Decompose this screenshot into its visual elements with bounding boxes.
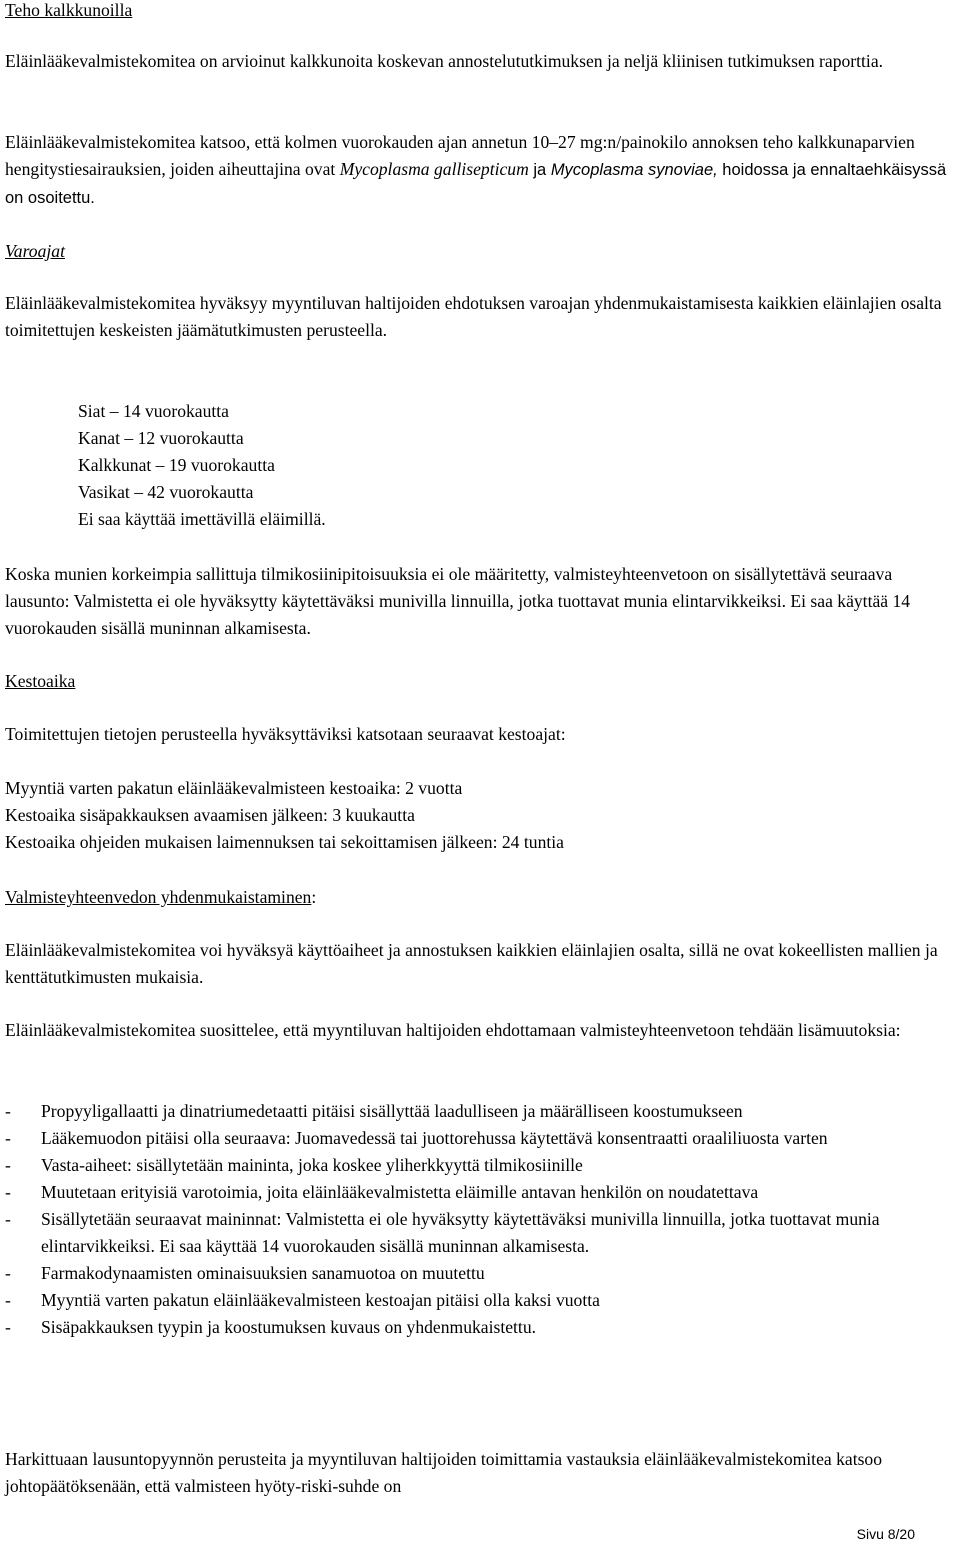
list-dash: - bbox=[5, 1101, 11, 1121]
shelf-life-list bbox=[5, 775, 955, 856]
page-number: Sivu 8/20 bbox=[856, 1526, 915, 1542]
paragraph-shelf-life-intro: Toimitettujen tietojen perusteella hyväksyttäviksi katsotaan seuraavat kestoajat: bbox=[5, 724, 566, 744]
list-dash: - bbox=[5, 1182, 11, 1202]
heading-precautions: Varoajat bbox=[5, 241, 65, 261]
change-item-laying-birds bbox=[5, 1206, 960, 1260]
heading-shelf-life: Kestoaika bbox=[5, 671, 76, 691]
paragraph-efficacy-conclusion bbox=[5, 129, 955, 212]
heading-harmonisation-text: Valmisteyhteenvedon yhdenmukaistaminen bbox=[5, 887, 312, 907]
heading-harmonisation-colon: : bbox=[311, 887, 317, 907]
list-dash: - bbox=[5, 1263, 11, 1283]
paragraph-precautions: Eläinlääkevalmistekomitea hyväksyy myyntiluvan haltijoiden ehdotuksen varoajan yhdenmukaistamisesta kaikkien eläinlajien osalta toimitettujen keskeisten jäämätutkimusten perusteella. bbox=[5, 293, 942, 340]
heading-efficacy-turkeys: Teho kalkkunoilla bbox=[5, 0, 133, 20]
change-item-dosage-form bbox=[5, 1125, 960, 1152]
change-item-contraindications bbox=[5, 1152, 960, 1179]
shelf-life-item-opened: Kestoaika sisäpakkauksen avaamisen jälkeen: 3 kuukautta bbox=[5, 805, 415, 825]
changes-list bbox=[5, 1098, 960, 1341]
withdrawal-item-calves: Vasikat – 42 vuorokautta bbox=[78, 482, 254, 502]
withdrawal-item-lactating: Ei saa käyttää imettävillä eläimillä. bbox=[78, 509, 326, 529]
withdrawal-item-turkeys: Kalkkunat – 19 vuorokautta bbox=[78, 455, 275, 475]
change-item-text: Vasta-aiheet: sisällytetään maininta, joka koskee yliherkkyyttä tilmikosiinille bbox=[41, 1155, 583, 1175]
paragraph-eggs-statement: Koska munien korkeimpia sallittuja tilmikosiinipitoisuuksia ei ole määritetty, valmisteyhteenvetoon on sisällytettävä seuraava lausunto: Valmistetta ei ole hyväksytty käytettäväksi munivilla linnuilla, jotka tuottavat munia elintarvikkeiksi. Ei saa käyttää 14 vuorokauden sisällä muninnan alkamisesta. bbox=[5, 564, 911, 638]
paragraph-conclusion: Harkittuaan lausuntopyynnön perusteita ja myyntiluvan haltijoiden toimittamia vastauksia eläinlääkevalmistekomitea katsoo johtopäätöksenään, että valmisteen hyöty-riski-suhde on bbox=[5, 1449, 883, 1496]
change-item-text: Sisällytetään seuraavat maininnat: Valmistetta ei ole hyväksytty käytettäväksi munivilla linnuilla, jotka tuottavat munia elintarvikkeiksi. Ei saa käyttää 14 vuorokauden sisällä muninnan alkamisesta. bbox=[41, 1209, 880, 1256]
change-item-pharmacodynamics bbox=[5, 1260, 960, 1287]
withdrawal-item-chickens: Kanat – 12 vuorokautta bbox=[78, 428, 244, 448]
change-item-composition bbox=[5, 1098, 960, 1125]
efficacy-text-end: hoidossa ja ennaltaehkäisyssä on osoitettu. bbox=[5, 161, 947, 207]
list-dash: - bbox=[5, 1290, 11, 1310]
change-item-text: Myyntiä varten pakatun eläinlääkevalmisteen kestoajan pitäisi olla kaksi vuotta bbox=[41, 1290, 600, 1310]
change-item-packaging bbox=[5, 1314, 960, 1341]
withdrawal-item-pigs: Siat – 14 vuorokautta bbox=[78, 401, 229, 421]
change-item-shelf-life bbox=[5, 1287, 960, 1314]
heading-harmonisation bbox=[5, 884, 955, 911]
efficacy-text-start: Eläinlääkevalmistekomitea katsoo, että kolmen vuorokauden ajan annetun 10–27 mg:n/painokilo annoksen teho kalkkunaparvien hengitystiesairauksien, joiden aiheuttajina ovat bbox=[5, 132, 915, 179]
change-item-text: Sisäpakkauksen tyypin ja koostumuksen kuvaus on yhdenmukaistettu. bbox=[41, 1317, 537, 1337]
paragraph-harmonisation-indications: Eläinlääkevalmistekomitea voi hyväksyä käyttöaiheet ja annostuksen kaikkien eläinlajien osalta, sillä ne ovat kokeellisten mallien ja kenttätutkimusten mukaisia. bbox=[5, 940, 938, 987]
change-item-text: Lääkemuodon pitäisi olla seuraava: Juomavedessä tai juottorehussa käytettävä konsentraatti oraaliliuosta varten bbox=[41, 1128, 828, 1148]
species-mycoplasma-synoviae: Mycoplasma synoviae, bbox=[550, 161, 718, 179]
change-item-text: Propyyligallaatti ja dinatriumedetaatti pitäisi sisällyttää laadulliseen ja määrälliseen koostumukseen bbox=[41, 1101, 743, 1121]
withdrawal-periods-list bbox=[78, 398, 948, 533]
shelf-life-item-diluted: Kestoaika ohjeiden mukaisen laimennuksen tai sekoittamisen jälkeen: 24 tuntia bbox=[5, 832, 564, 852]
shelf-life-item-packaged: Myyntiä varten pakatun eläinlääkevalmisteen kestoaika: 2 vuotta bbox=[5, 778, 463, 798]
efficacy-conjunction: ja bbox=[528, 161, 551, 179]
list-dash: - bbox=[5, 1128, 11, 1148]
species-mycoplasma-gallisepticum: Mycoplasma gallisepticum bbox=[339, 159, 529, 179]
change-item-text: Farmakodynaamisten ominaisuuksien sanamuotoa on muutettu bbox=[41, 1263, 485, 1283]
change-item-precautions bbox=[5, 1179, 960, 1206]
list-dash: - bbox=[5, 1317, 11, 1337]
change-item-text: Muutetaan erityisiä varotoimia, joita eläinlääkevalmistetta eläimille antavan henkilön on noudatettava bbox=[41, 1182, 759, 1202]
paragraph-efficacy-intro: Eläinlääkevalmistekomitea on arvioinut kalkkunoita koskevan annostelututkimuksen ja neljä kliinisen tutkimuksen raporttia. bbox=[5, 51, 884, 71]
list-dash: - bbox=[5, 1155, 11, 1175]
list-dash: - bbox=[5, 1209, 11, 1229]
paragraph-harmonisation-recommendations: Eläinlääkevalmistekomitea suosittelee, että myyntiluvan haltijoiden ehdottamaan valmisteyhteenvetoon tehdään lisämuutoksia: bbox=[5, 1020, 901, 1040]
